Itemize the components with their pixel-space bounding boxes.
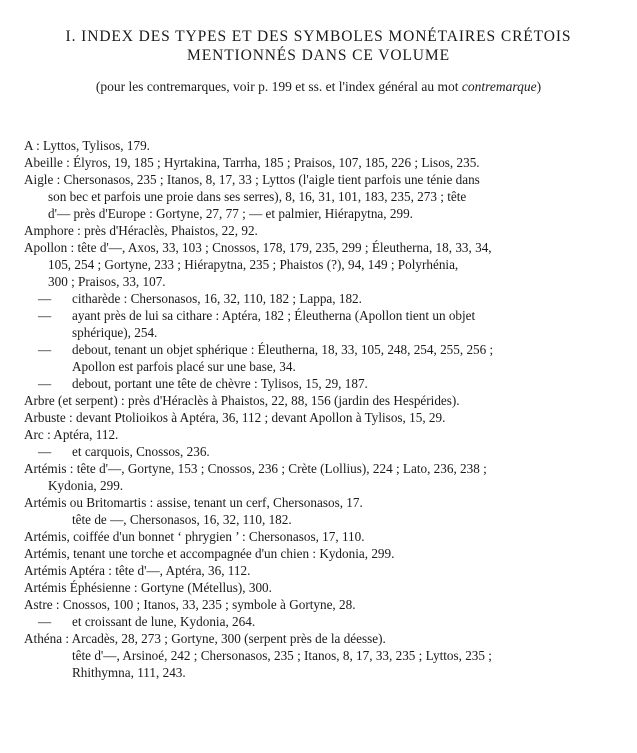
index-entry-artemis-torche: Artémis, tenant une torche et accompagnée d'un chien : Kydonia, 299. [24,546,395,561]
index-subentry: — debout, portant une tête de chèvre : Tylisos, 15, 29, 187. [24,375,616,392]
index-entry-continuation: Kydonia, 299. [48,478,124,493]
index-entry-apollon: Apollon : tête d'—, Axos, 33, 103 ; Cnossos, 178, 179, 235, 299 ; Éleutherna, 18, 33, 34, [24,240,492,255]
index-entry-continuation: son bec et parfois une proie dans ses serres), 8, 16, 31, 101, 183, 235, 273 ; tête [48,189,467,204]
index-entry-continuation: Apollon est parfois placé sur une base, 34. [72,359,296,374]
index-entries [24,137,616,681]
index-entry-continuation: tête de —, Chersonasos, 16, 32, 110, 182. [72,512,292,527]
index-entry-continuation: 105, 254 ; Gortyne, 233 ; Hiérapytna, 235 ; Phaistos (?), 94, 149 ; Polyrhénia, [48,257,459,272]
index-title-line-1: I. INDEX DES TYPES ET DES SYMBOLES MONÉTAIRES CRÉTOIS [65,28,572,45]
index-entry-artemis-ephesienne: Artémis Éphésienne : Gortyne (Métellus), 300. [24,580,272,595]
index-subentry: — et carquois, Cnossos, 236. [24,443,616,460]
index-entry-artemis-britomartis: Artémis ou Britomartis : assise, tenant un cerf, Chersonasos, 17. [24,495,363,510]
index-entry-artemis-bonnet: Artémis, coiffée d'un bonnet ‘ phrygien ’ : Chersonasos, 17, 110. [24,529,365,544]
index-entry-amphore: Amphore : près d'Héraclès, Phaistos, 22, 92. [24,223,258,238]
index-entry-astre: Astre : Cnossos, 100 ; Itanos, 33, 235 ; symbole à Gortyne, 28. [24,597,356,612]
index-entry-continuation: 300 ; Praisos, 33, 107. [48,274,166,289]
index-entry-continuation: Rhithymna, 111, 243. [72,665,186,680]
index-entry-a: A : Lyttos, Tylisos, 179. [24,138,150,153]
index-entry-artemis: Artémis : tête d'—, Gortyne, 153 ; Cnossos, 236 ; Crète (Lollius), 224 ; Lato, 236, 238 ; [24,461,487,476]
index-entry-artemis-aptera: Artémis Aptéra : tête d'—, Aptéra, 36, 112. [24,563,251,578]
subtitle-text: (pour les contremarques, voir p. 199 et ss. et l'index général au mot [95,79,462,94]
index-entry-continuation: tête d'—, Arsinoé, 242 ; Chersonasos, 235 ; Itanos, 8, 17, 33, 235 ; Lyttos, 235 ; [72,648,492,663]
index-entry-aigle: Aigle : Chersonasos, 235 ; Itanos, 8, 17, 33 ; Lyttos (l'aigle tient parfois une ténie dans [24,172,480,187]
index-entry-athena: Athéna : Arcadès, 28, 273 ; Gortyne, 300 (serpent près de la déesse). [24,631,386,646]
index-title-line-2: MENTIONNÉS DANS CE VOLUME [187,47,450,64]
index-entry-arbuste: Arbuste : devant Ptolioikos à Aptéra, 36, 112 ; devant Apollon à Tylisos, 15, 29. [24,410,446,425]
index-entry-arc: Arc : Aptéra, 112. [24,427,119,442]
subtitle-italic-term: contremarque [461,79,537,94]
index-subentry: — ayant près de lui sa cithare : Aptéra, 182 ; Éleutherna (Apollon tient un objet [24,307,616,324]
index-entry-arbre: Arbre (et serpent) : près d'Héraclès à Phaistos, 22, 88, 156 (jardin des Hespérides). [24,393,460,408]
index-subentry: — et croissant de lune, Kydonia, 264. [24,613,616,630]
index-entry-continuation: d'— près d'Europe : Gortyne, 27, 77 ; — et palmier, Hiérapytna, 299. [48,206,413,221]
index-subentry: — citharède : Chersonasos, 16, 32, 110, 182 ; Lappa, 182. [24,290,616,307]
index-subtitle [0,78,637,96]
index-entry-abeille: Abeille : Élyros, 19, 185 ; Hyrtakina, Tarrha, 185 ; Praisos, 107, 185, 226 ; Lisos, 235. [24,155,480,170]
index-entry-continuation: sphérique), 254. [72,325,158,340]
index-subentry: — debout, tenant un objet sphérique : Éleutherna, 18, 33, 105, 248, 254, 255, 256 ; [24,341,616,358]
subtitle-close: ) [536,79,542,94]
